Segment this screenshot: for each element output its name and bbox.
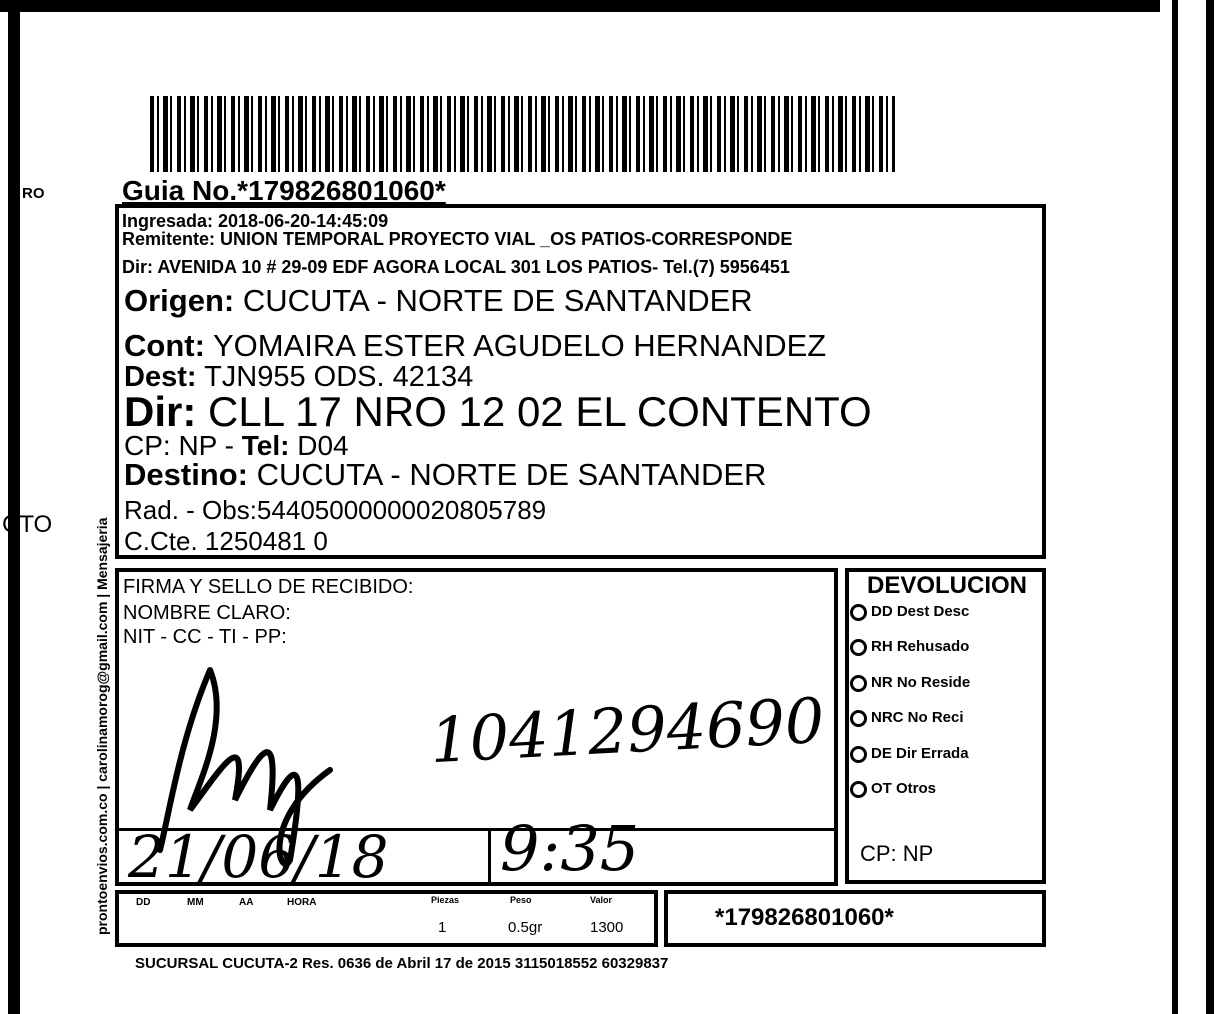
cont-label: Cont: [124,328,205,363]
value-piezas: 1 [438,919,447,936]
scan-edge-right [1172,0,1178,1014]
col-piezas: Piezas [431,895,460,905]
edge-text-top: RO [22,185,45,202]
radio-circle-icon [850,604,867,621]
devolucion-option-label: OT Otros [871,780,937,797]
radio-circle-icon [850,639,867,656]
origen-label: Origen: [124,283,235,318]
cont-value: YOMAIRA ESTER AGUDELO HERNANDEZ [212,328,827,363]
remitente: Remitente: UNION TEMPORAL PROYECTO VIAL _OS PATIOS-CORRESPONDE [122,229,793,249]
dest-label: Dest: [124,361,197,393]
value-peso: 0.5gr [508,919,543,936]
devolucion-option[interactable] [850,780,936,798]
cont [124,330,826,361]
rad-obs: Rad. - Obs:54405000000020805789 [124,495,547,525]
col-hora: HORA [287,897,317,908]
vertical-side-text: prontoenvios.com.co | carolinamorog@gmail.com | Mensajeria [94,517,110,935]
devolucion-option[interactable] [850,638,969,656]
tel-label: Tel: [241,430,290,461]
radio-circle-icon [850,781,867,798]
guia-number-boxed: *179826801060* [715,904,894,931]
dir-remitente: Dir: AVENIDA 10 # 29-09 EDF AGORA LOCAL 301 LOS PATIOS- Tel.(7) 5956451 [122,257,790,277]
firma-title: FIRMA Y SELLO DE RECIBIDO: [123,576,414,598]
devolucion-option[interactable] [850,674,970,692]
handwritten-time: 9:35 [500,812,640,885]
barcode [150,96,895,172]
devolucion-option-label: NR No Reside [871,674,971,691]
radio-circle-icon [850,675,867,692]
radio-circle-icon [850,710,867,727]
devolucion-option[interactable] [850,709,964,727]
c-cte: C.Cte. 1250481 0 [124,526,328,556]
devolucion-option-label: DD Dest Desc [871,603,970,620]
dest-value: TJN955 ODS. 42134 [204,361,474,393]
devolucion-option-label: NRC No Reci [871,709,964,726]
scan-edge-left [8,0,20,1014]
origen [124,285,753,316]
col-peso: Peso [510,895,532,905]
cp-tel [124,432,349,460]
nit-cc: NIT - CC - TI - PP: [123,626,287,648]
dir-label: Dir: [124,388,197,435]
dir-value: CLL 17 NRO 12 02 EL CONTENTO [208,388,872,435]
nombre-claro: NOMBRE CLARO: [123,602,291,624]
tel-value: D04 [289,430,349,461]
handwritten-id: 1041294690 [428,683,827,778]
devolucion-option[interactable] [850,745,969,763]
ingresada: Ingresada: 2018-06-20-14:45:09 [122,211,389,231]
col-dd: DD [136,897,151,908]
radio-circle-icon [850,746,867,763]
sucursal-footer: SUCURSAL CUCUTA-2 Res. 0636 de Abril 17 de 2015 3115018552 60329837 [135,955,669,972]
edge-text-mid: CTO [2,511,53,538]
devolucion-cp: CP: NP [860,841,934,866]
devolucion-option-label: DE Dir Errada [871,745,969,762]
dir-destino [124,388,872,435]
value-valor: 1300 [590,919,624,936]
handwritten-date: 21/06/18 [128,823,389,891]
scan-edge-right-2 [1206,0,1214,1014]
col-valor: Valor [590,895,613,905]
devolucion-option-label: RH Rehusado [871,638,970,655]
scan-edge-top [0,0,1160,12]
devolucion-option[interactable] [850,603,969,621]
guia-number: Guia No.*179826801060* [122,175,446,206]
destino [124,459,766,490]
col-mm: MM [187,897,204,908]
col-aa: AA [239,897,254,908]
signature-divider-vertical [488,830,491,885]
destino-label: Destino: [124,457,248,492]
cp: CP: NP - [124,430,242,461]
devolucion-title: DEVOLUCION [867,572,1028,599]
origen-value: CUCUTA - NORTE DE SANTANDER [242,283,753,318]
destino-value: CUCUTA - NORTE DE SANTANDER [256,457,767,492]
